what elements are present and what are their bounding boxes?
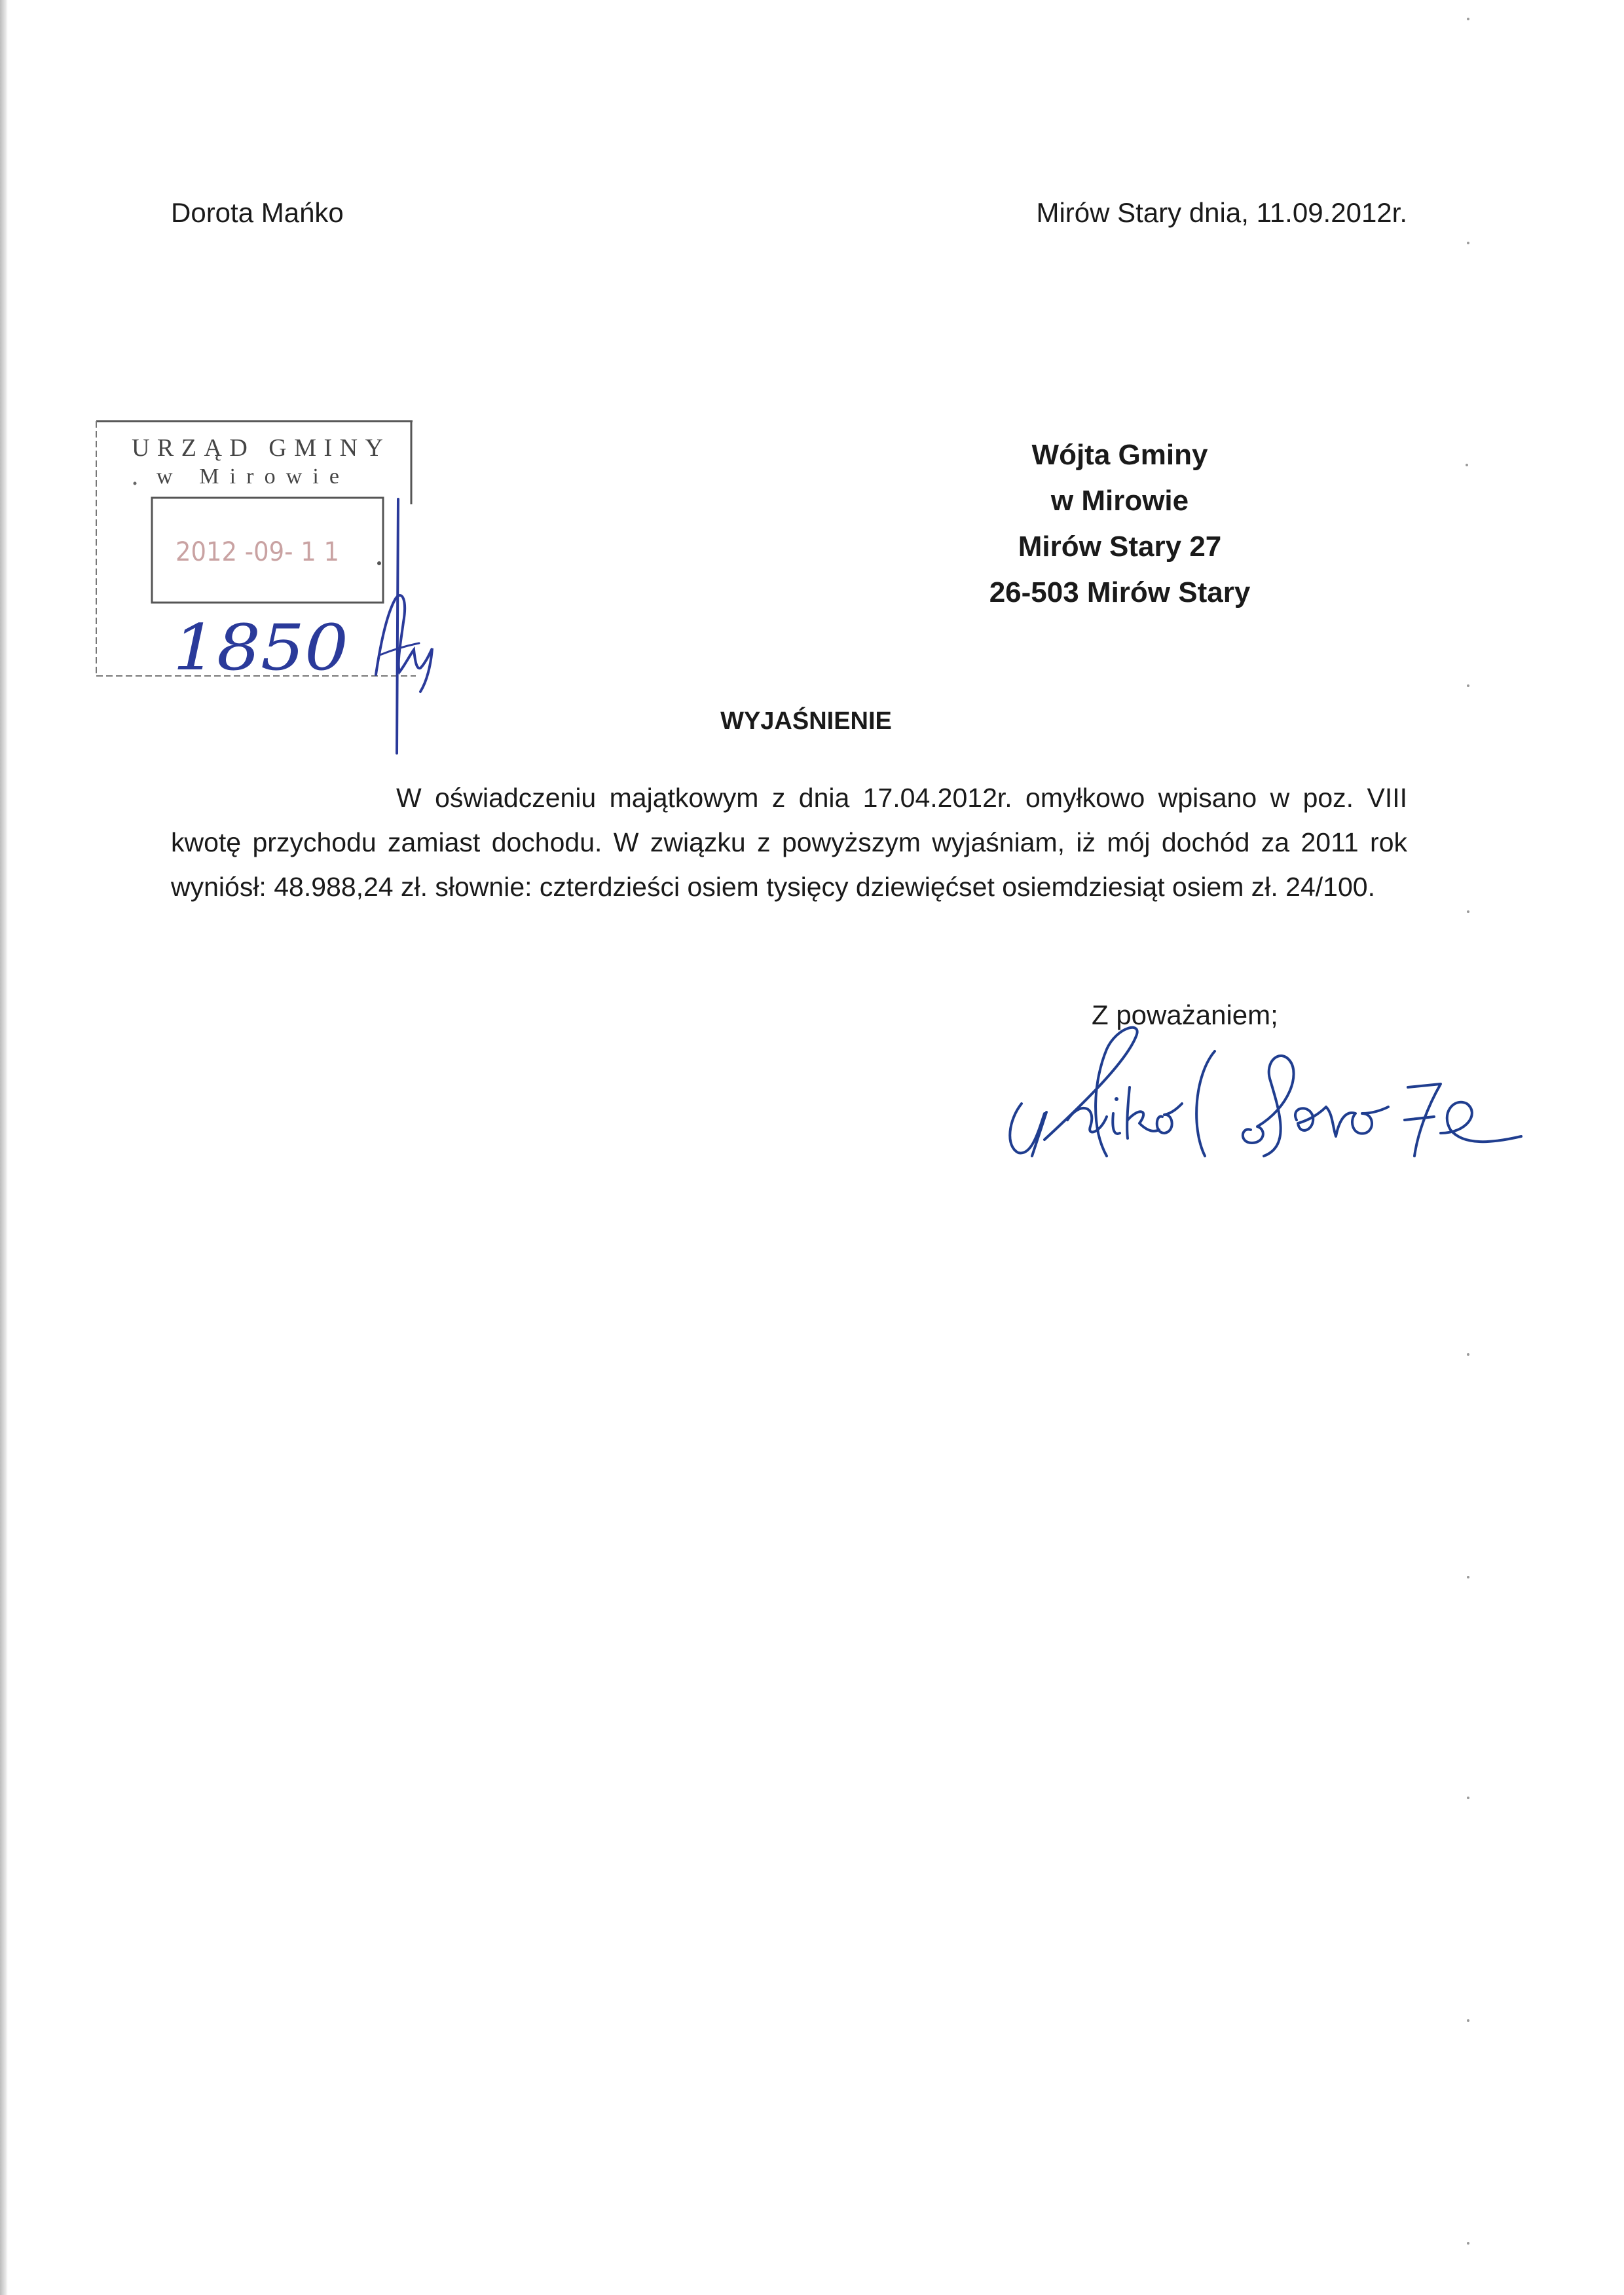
signature-stroke xyxy=(1032,1112,1046,1156)
sender-name: Dorota Mańko xyxy=(171,197,344,228)
signature-stroke xyxy=(1010,1104,1044,1153)
stamp-office-name: URZĄD GMINY xyxy=(132,434,383,462)
office-stamp xyxy=(85,406,465,773)
stamp-date: 2012 -09- 1 1 xyxy=(175,537,339,567)
stamp-dot xyxy=(377,561,381,565)
document-title: WYJAŚNIENIE xyxy=(720,707,892,735)
signature-stroke xyxy=(1196,1051,1215,1156)
recipient-line: Wójta Gminy xyxy=(1031,439,1208,471)
signature-stroke xyxy=(1127,1087,1159,1138)
signature-stroke xyxy=(1044,1028,1137,1156)
scan-speck xyxy=(1467,1353,1469,1356)
signature-stroke xyxy=(1243,1056,1294,1156)
recipient-line: 26-503 Mirów Stary xyxy=(989,576,1251,608)
scan-speck xyxy=(1467,2242,1469,2245)
stamp-registration-number: 1850 xyxy=(173,611,348,684)
scan-edge-shadow xyxy=(0,0,8,2295)
scan-speck xyxy=(1467,1576,1469,1578)
handwritten-signature xyxy=(982,1022,1532,1166)
place-and-date: Mirów Stary dnia, 11.09.2012r. xyxy=(1036,197,1407,228)
recipient-line: w Mirowie xyxy=(1050,485,1189,517)
signature-stroke xyxy=(1405,1117,1434,1120)
signature-dot xyxy=(1115,1097,1118,1101)
scan-speck xyxy=(1467,910,1469,913)
recipient-line: Mirów Stary 27 xyxy=(1018,531,1222,563)
stamp-ink-line xyxy=(397,499,398,753)
scan-speck xyxy=(1467,1797,1469,1799)
body-line: wyniósł: 48.988,24 zł. słownie: czterdzieści osiem tysięcy dziewięćset osiemdziesiąt osiem zł. 24/100. xyxy=(171,872,1375,902)
signature-strokes xyxy=(1010,1028,1521,1156)
body-line: W oświadczeniu majątkowym z dnia 17.04.2012r. omyłkowo wpisano w poz. VIII xyxy=(396,783,1407,813)
scan-speck xyxy=(1467,2019,1469,2022)
signature-stroke xyxy=(1157,1104,1182,1133)
signature-stroke xyxy=(1113,1113,1120,1134)
signature-stroke xyxy=(1067,1108,1107,1132)
body-line: kwotę przychodu zamiast dochodu. W związku z powyższym wyjaśniam, iż mój dochód za 2011 rok xyxy=(171,827,1407,857)
closing-salutation: Z poważaniem; xyxy=(1092,999,1278,1030)
stamp-dot xyxy=(134,482,137,485)
body-paragraph xyxy=(171,775,1407,909)
scan-speck xyxy=(1467,18,1469,20)
signature-stroke xyxy=(1295,1107,1388,1136)
recipient-address xyxy=(923,432,1316,616)
scan-speck xyxy=(1467,684,1469,687)
scan-speck xyxy=(1466,464,1468,466)
stamp-office-town: w Mirowie xyxy=(157,464,339,489)
stamp-initials-mark xyxy=(376,595,432,692)
signature-stroke xyxy=(1441,1102,1521,1142)
scan-speck xyxy=(1467,242,1469,244)
